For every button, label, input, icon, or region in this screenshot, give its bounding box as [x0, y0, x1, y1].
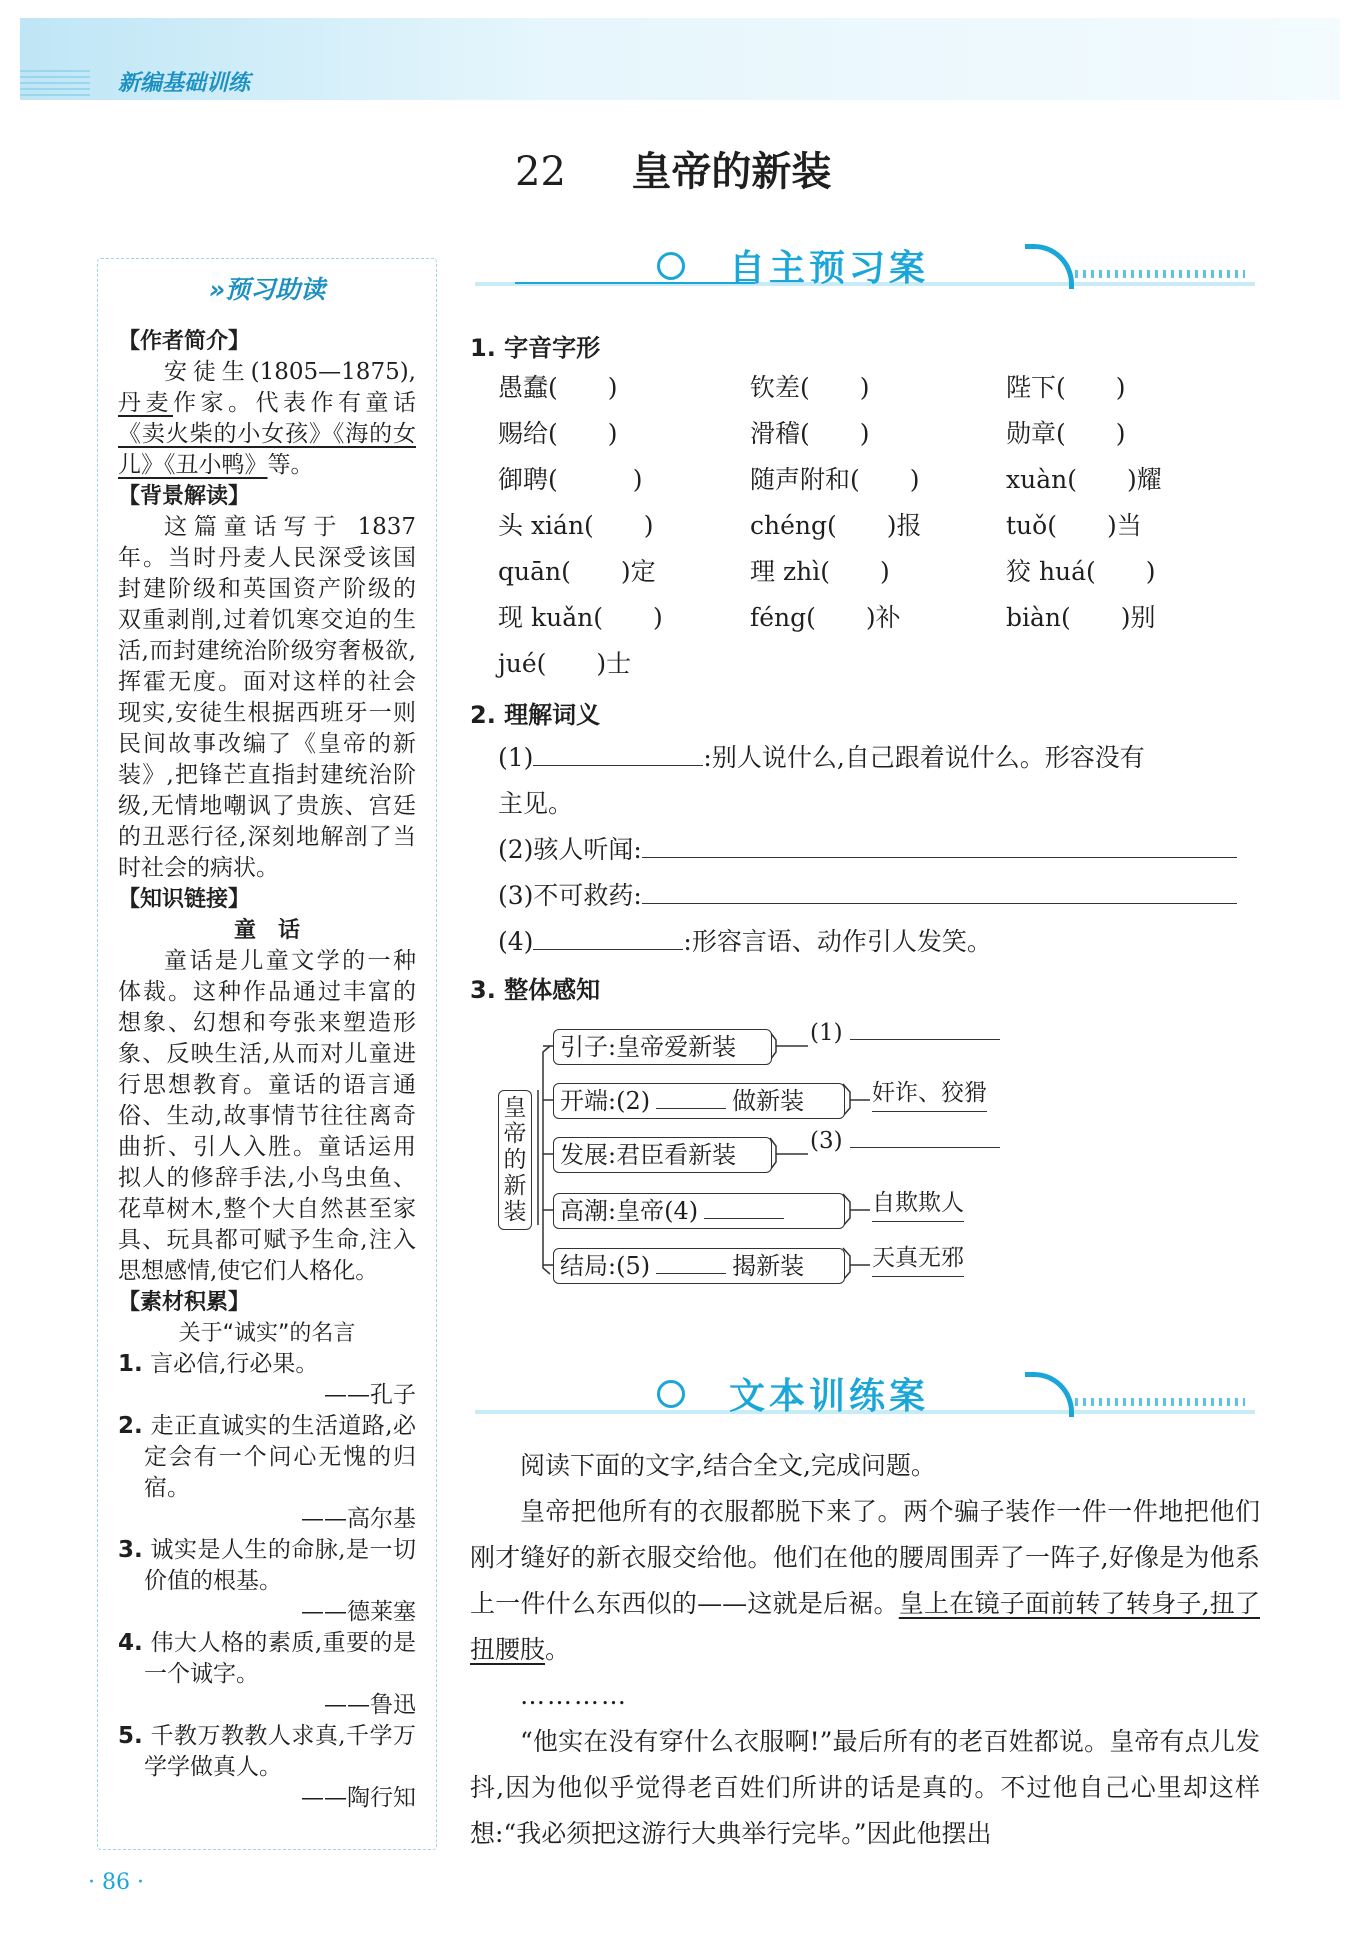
- target-icon: [657, 252, 685, 280]
- list-item: 1. 言必信,行必果。: [118, 1351, 319, 1377]
- list-item: 3. 诚实是人生的命脉,是一切价值的根基。: [118, 1537, 416, 1594]
- q1-item: xuàn( )耀: [1006, 465, 1162, 494]
- lesson-title: [515, 140, 831, 197]
- q2-body: [498, 735, 1260, 965]
- answer-blank[interactable]: [850, 1039, 1000, 1040]
- q1-item: 赐给( ): [498, 419, 618, 448]
- author-heading: 【作者简介】: [118, 329, 251, 354]
- swirl-icon: [1025, 1372, 1074, 1417]
- answer-blank[interactable]: [533, 949, 683, 950]
- q2-item-2: (2)骇人听闻:: [498, 827, 1260, 873]
- list-item: 2. 走正直诚实的生活道路,必定会有一个问心无愧的归宿。: [118, 1413, 416, 1501]
- quote-list: [118, 1349, 416, 1814]
- q1-item: 头 xián( ): [498, 511, 654, 540]
- q1-item: 理 zhì( ): [750, 557, 890, 586]
- q1-item: chéng( )报: [750, 511, 922, 540]
- reading-passage: [470, 1443, 1260, 1857]
- diagram-node: 开端:(2) 做新装: [553, 1083, 845, 1119]
- page-number: · 86 ·: [88, 1870, 144, 1895]
- answer-blank[interactable]: [704, 1218, 784, 1219]
- q2-item-1-cont: 主见。: [498, 789, 574, 818]
- q1-item: 钦差( ): [750, 373, 870, 402]
- answer-blank[interactable]: [656, 1273, 726, 1274]
- double-chevron-icon: »: [208, 275, 226, 304]
- sidebar-title: »预习助读: [208, 275, 326, 304]
- answer-blank[interactable]: [656, 1108, 726, 1109]
- banner-title-practice: 文本训练案: [729, 1376, 930, 1417]
- diagram-answer: (3): [810, 1128, 1000, 1154]
- lesson-name: 皇帝的新装: [631, 148, 832, 195]
- instruction: 阅读下面的文字,结合全文,完成问题。: [520, 1451, 936, 1480]
- target-icon: [657, 1380, 685, 1408]
- q1-item: 陛下( ): [1006, 373, 1126, 402]
- quote-author: ——鲁迅: [324, 1692, 416, 1718]
- diagram-node: 结局:(5) 揭新装: [553, 1248, 845, 1284]
- diagram-answer: (1): [810, 1020, 1000, 1046]
- diagram-answer: 自欺欺人: [872, 1184, 964, 1222]
- q2-item-4: (4) :形容言语、动作引人发笑。: [498, 927, 992, 956]
- q1-item: 愚蠢( ): [498, 373, 618, 402]
- diagram-node: 引子:皇帝爱新装: [553, 1029, 772, 1065]
- list-item: 5. 千教万教教人求真,千学万学学做真人。: [118, 1723, 416, 1780]
- passage-paragraph-2: “他实在没有穿什么衣服啊!”最后所有的老百姓都说。皇帝有点儿发抖,因为他似乎觉得老百姓们所讲的话是真的。不过他自己心里却这样想:“我必须把这游行大典举行完毕。”因此他摆出: [470, 1727, 1260, 1848]
- list-item: 4. 伟大人格的素质,重要的是一个诚字。: [118, 1630, 416, 1687]
- q1-item: tuǒ( )当: [1006, 511, 1142, 540]
- material-subtitle: 关于“诚实”的名言: [178, 1321, 356, 1346]
- q2-item-3: (3)不可救药:: [498, 873, 1260, 919]
- knowledge-text: 童话是儿童文学的一种体裁。这种作品通过丰富的想象、幻想和夸张来塑造形象、反映生活,从而对儿童进行思想教育。童话的语言通俗、生动,故事情节往往离奇曲折、引人入胜。童话运用拟人的修辞手法,小鸟虫鱼、花草树木,整个大自然甚至家具、玩具都可赋予生命,注入思想感情,使它们人格化。: [118, 948, 416, 1284]
- quote-author: ——高尔基: [301, 1506, 416, 1532]
- q1-item: 滑稽( ): [750, 419, 870, 448]
- background-heading: 【背景解读】: [118, 484, 251, 509]
- q1-item: 狡 huá( ): [1006, 557, 1156, 586]
- q3-heading: 3. 整体感知: [470, 976, 601, 1004]
- q2-item-1: (1) :别人说什么,自己跟着说什么。形容没有: [498, 743, 1145, 772]
- header-stripes: [20, 70, 90, 100]
- section-banner-practice: [475, 1366, 1255, 1418]
- answer-blank[interactable]: [642, 903, 1237, 904]
- answer-blank[interactable]: [533, 765, 703, 766]
- q1-item: 现 kuǎn( ): [498, 603, 663, 632]
- q1-item: féng( )补: [750, 603, 901, 632]
- diagram-answer: 天真无邪: [872, 1239, 964, 1277]
- diagram-node: 发展:君臣看新装: [553, 1137, 772, 1173]
- answer-blank[interactable]: [850, 1147, 1000, 1148]
- q1-item: biàn( )别: [1006, 603, 1156, 632]
- sidebar: [118, 270, 416, 1814]
- structure-diagram: [498, 1020, 1058, 1290]
- q1-item: 御聘( ): [498, 465, 643, 494]
- swirl-icon: [1025, 244, 1074, 289]
- lesson-number: 22: [515, 149, 566, 195]
- q1-item: jué( )士: [498, 649, 632, 678]
- q1-heading: 1. 字音字形: [470, 334, 601, 362]
- quote-author: ——德莱塞: [301, 1599, 416, 1625]
- q1-item: 勋章( ): [1006, 419, 1126, 448]
- diagram-node: 高潮:皇帝(4): [553, 1193, 845, 1229]
- banner-title-preview: 自主预习案: [729, 248, 930, 289]
- ellipsis: …………: [520, 1681, 628, 1710]
- material-heading: 【素材积累】: [118, 1290, 251, 1315]
- background-text: 这篇童话写于 1837 年。当时丹麦人民深受该国封建阶级和英国资产阶级的双重剥削,过着饥寒交迫的生活,而封建统治阶级穷奢极欲,挥霍无度。面对这样的社会现实,安徒生根据西班牙一则民间故事改编了《皇帝的新装》,把锋芒直指封建统治阶级,无情地嘲讽了贵族、宫廷的丑恶行径,深刻地解剖了当时社会的病状。: [118, 514, 416, 881]
- series-title: 新编基础训练: [118, 71, 251, 96]
- quote-author: ——陶行知: [301, 1785, 416, 1811]
- diagram-root: 皇帝的新装: [498, 1090, 532, 1230]
- q1-item: quān( )定: [498, 557, 656, 586]
- answer-blank[interactable]: [642, 857, 1237, 858]
- q2-heading: 2. 理解词义: [470, 701, 601, 729]
- q1-item: 随声附和( ): [750, 465, 920, 494]
- knowledge-heading: 【知识链接】: [118, 887, 251, 912]
- knowledge-subtitle: 童 话: [233, 918, 300, 943]
- author-text: 安徒生(1805—1875),丹麦作家。代表作有童话《卖火柴的小女孩》《海的女儿》《丑小鸭》等。: [118, 359, 416, 478]
- passage-paragraph-1: 皇帝把他所有的衣服都脱下来了。两个骗子装作一件一件地把他们刚才缝好的新衣服交给他。他们在他的腰周围弄了一阵子,好像是为他系上一件什么东西似的——这就是后裾。皇上在镜子面前转了转身子,扭了扭腰肢。: [470, 1497, 1260, 1664]
- diagram-answer: 奸诈、狡猾: [872, 1074, 987, 1112]
- quote-author: ——孔子: [324, 1382, 416, 1408]
- section-banner-preview: [475, 240, 1255, 292]
